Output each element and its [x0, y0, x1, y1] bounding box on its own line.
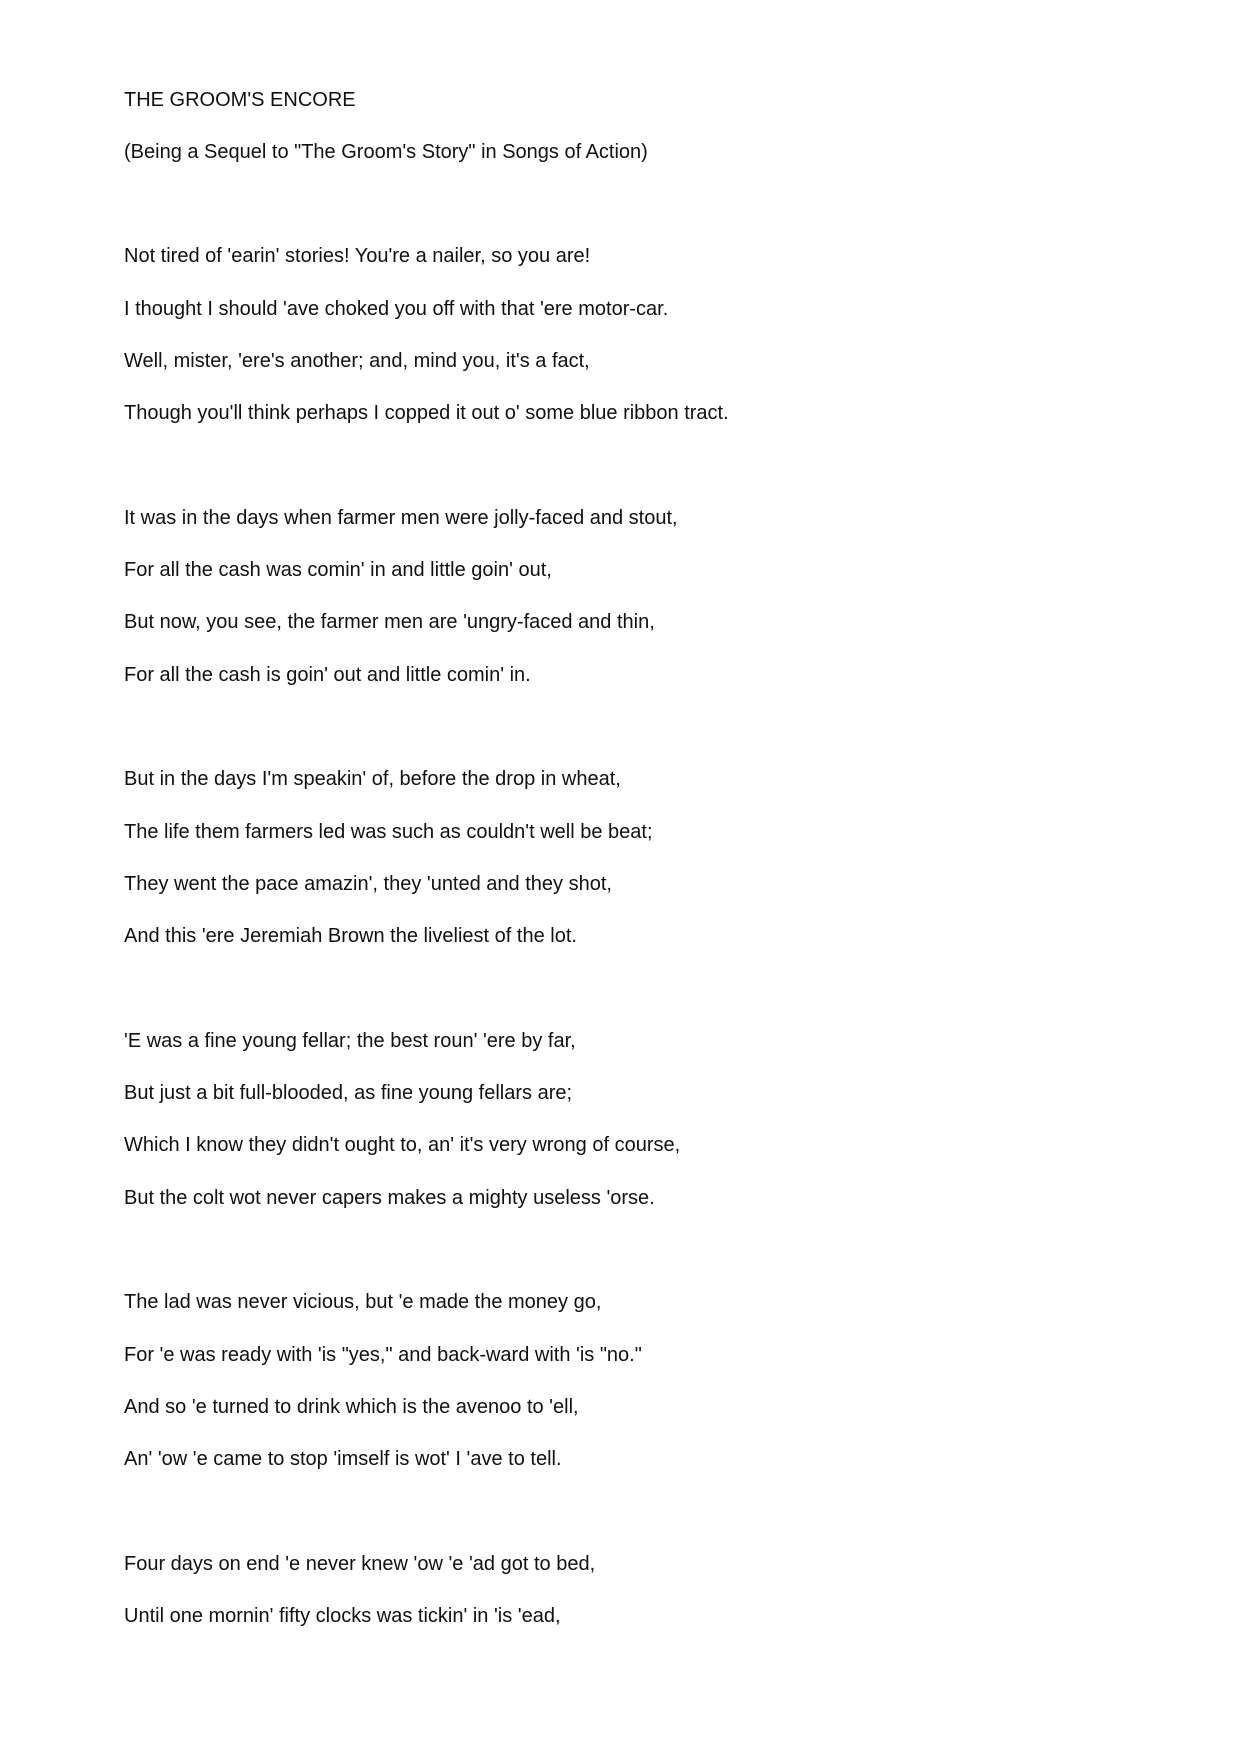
- verse-line: But just a bit full-blooded, as fine young fellars are;: [124, 1082, 573, 1104]
- verse-line: But in the days I'm speakin' of, before the drop in wheat,: [124, 768, 621, 790]
- verse-line: But the colt wot never capers makes a mighty useless 'orse.: [124, 1187, 655, 1209]
- verse-line: But now, you see, the farmer men are 'ungry-faced and thin,: [124, 611, 655, 633]
- verse-line: Which I know they didn't ought to, an' it's very wrong of course,: [124, 1134, 681, 1156]
- verse-line: And so 'e turned to drink which is the avenoo to 'ell,: [124, 1396, 579, 1418]
- verse-line: For all the cash was comin' in and little goin' out,: [124, 559, 552, 581]
- verse-line: For all the cash is goin' out and little comin' in.: [124, 664, 531, 686]
- verse-line: Though you'll think perhaps I copped it out o' some blue ribbon tract.: [124, 402, 729, 424]
- verse-line: For 'e was ready with 'is "yes," and back-ward with 'is "no.": [124, 1344, 642, 1366]
- verse-line: I thought I should 'ave choked you off with that 'ere motor-car.: [124, 298, 669, 320]
- verse-line: They went the pace amazin', they 'unted and they shot,: [124, 873, 612, 895]
- verse-line: The life them farmers led was such as couldn't well be beat;: [124, 821, 653, 843]
- verse-line: It was in the days when farmer men were jolly-faced and stout,: [124, 507, 678, 529]
- verse-line: Well, mister, 'ere's another; and, mind you, it's a fact,: [124, 350, 590, 372]
- verse-line: 'E was a fine young fellar; the best roun' 'ere by far,: [124, 1030, 576, 1052]
- verse-line: The lad was never vicious, but 'e made the money go,: [124, 1291, 602, 1313]
- verse-line: Until one mornin' fifty clocks was tickin' in 'is 'ead,: [124, 1605, 561, 1627]
- verse-line: Not tired of 'earin' stories! You're a nailer, so you are!: [124, 245, 591, 267]
- verse-line: Four days on end 'e never knew 'ow 'e 'ad got to bed,: [124, 1553, 596, 1575]
- verse-line: An' 'ow 'e came to stop 'imself is wot' I 'ave to tell.: [124, 1448, 562, 1470]
- poem-subtitle: (Being a Sequel to "The Groom's Story" in Songs of Action): [124, 141, 648, 163]
- poem-title: THE GROOM'S ENCORE: [124, 89, 356, 111]
- verse-line: And this 'ere Jeremiah Brown the liveliest of the lot.: [124, 925, 577, 947]
